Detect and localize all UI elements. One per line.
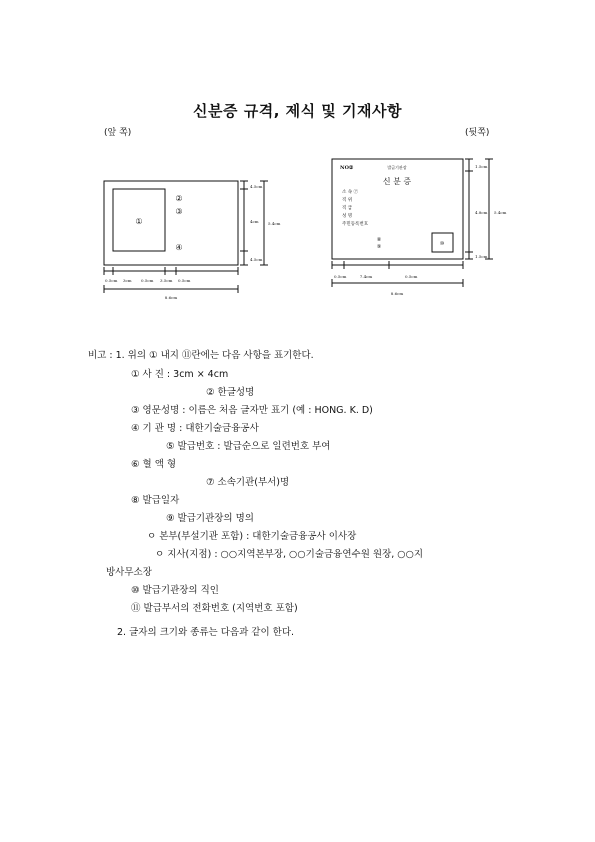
front-dim-mid: 4cm — [250, 219, 259, 224]
note-item-7: ⑦ 소속기관(부서)명 — [206, 477, 290, 488]
back-dim-mid: 4.8cm — [475, 210, 488, 215]
front-mark-4: ④ — [175, 243, 183, 252]
front-dim-h4: 3.5cm — [160, 278, 173, 283]
back-side-label: (뒷쪽) — [465, 128, 490, 138]
back-dim-h3: 0.5cm — [405, 274, 418, 279]
note-item-9: ⑨ 발급기관장의 명의 — [166, 513, 254, 524]
note-item-2: ② 한글성명 — [206, 387, 255, 398]
back-line-3: 직 급 — [342, 206, 353, 211]
front-mark-1: ① — [135, 217, 143, 226]
front-mark-3: ③ — [175, 207, 183, 216]
note-item-5: ⑤ 발급번호 : 발급순으로 일련번호 부여 — [166, 441, 331, 452]
front-dim-total-v: 5.4cm — [268, 221, 281, 226]
note-subitem-branch-cont: 방사무소장 — [106, 567, 152, 578]
note-item-8: ⑧ 발급일자 — [131, 495, 180, 506]
note-item-11: ⑪ 발급부서의 전화번호 (지역번호 포함) — [131, 603, 298, 614]
front-card-outline — [104, 181, 238, 265]
note-item-3: ③ 영문성명 : 이름은 처음 글자만 표기 (예 : HONG. K. D) — [131, 405, 373, 416]
note-subitem-branch: ㅇ 지사(지점) : ○○지역본부장, ○○기술금융연수원 원장, ○○지 — [155, 549, 424, 560]
back-dim-top: 1.5cm — [475, 164, 488, 169]
note-2: 2. 글자의 크기와 종류는 다음과 같이 한다. — [117, 627, 295, 638]
back-mark-9: ⑨ — [376, 244, 382, 250]
back-dim-h2: 7.4cm — [359, 274, 373, 279]
back-dim-h1: 0.5cm — [334, 274, 347, 279]
back-no: NO② — [340, 165, 354, 171]
back-card-title: 신 분 증 — [382, 177, 412, 186]
front-mark-2: ② — [175, 194, 183, 203]
back-org-small: 발급기관장 — [387, 165, 407, 170]
front-dim-h1: 0.5cm — [105, 278, 118, 283]
front-dim-bot: 4.5cm — [250, 257, 263, 262]
front-side-label: (앞 쪽) — [104, 128, 132, 138]
back-dim-bot: 1.5cm — [475, 254, 488, 259]
front-dim-top: 4.5cm — [250, 184, 263, 189]
note-subitem-hq: ㅇ 본부(부설기관 포함) : 대한기술금융공사 이사장 — [147, 531, 357, 542]
note-item-4: ④ 기 관 명 : 대한기술금융공사 — [131, 423, 259, 434]
note-item-1: ① 사 진 : 3cm × 4cm — [131, 369, 229, 380]
back-line-5: 주민등록번호 — [342, 222, 369, 227]
note-item-6: ⑥ 혈 액 형 — [131, 459, 177, 470]
back-line-1: 소 속 ⑦ — [342, 190, 359, 195]
back-line-2: 직 위 — [342, 198, 353, 203]
back-mark-10: ⑩ — [439, 241, 445, 247]
front-dim-h3: 0.5cm — [141, 278, 154, 283]
back-mark-8: ⑧ — [376, 237, 382, 243]
note-intro: 비고 : 1. 위의 ① 내지 ⑪란에는 다음 사항을 표기한다. — [88, 350, 314, 361]
page-title: 신분증 규격, 제식 및 기재사항 — [193, 102, 402, 120]
note-item-10: ⑩ 발급기관장의 직인 — [131, 585, 219, 596]
front-dim-total-h: 8.6cm — [164, 295, 178, 300]
front-dim-h2: 3cm — [123, 278, 132, 283]
back-dim-total-h: 8.6cm — [390, 291, 404, 296]
back-dim-total-v: 5.4cm — [494, 210, 507, 215]
back-line-4: 성 명 — [342, 214, 353, 219]
front-dim-h5: 0.5cm — [178, 278, 191, 283]
